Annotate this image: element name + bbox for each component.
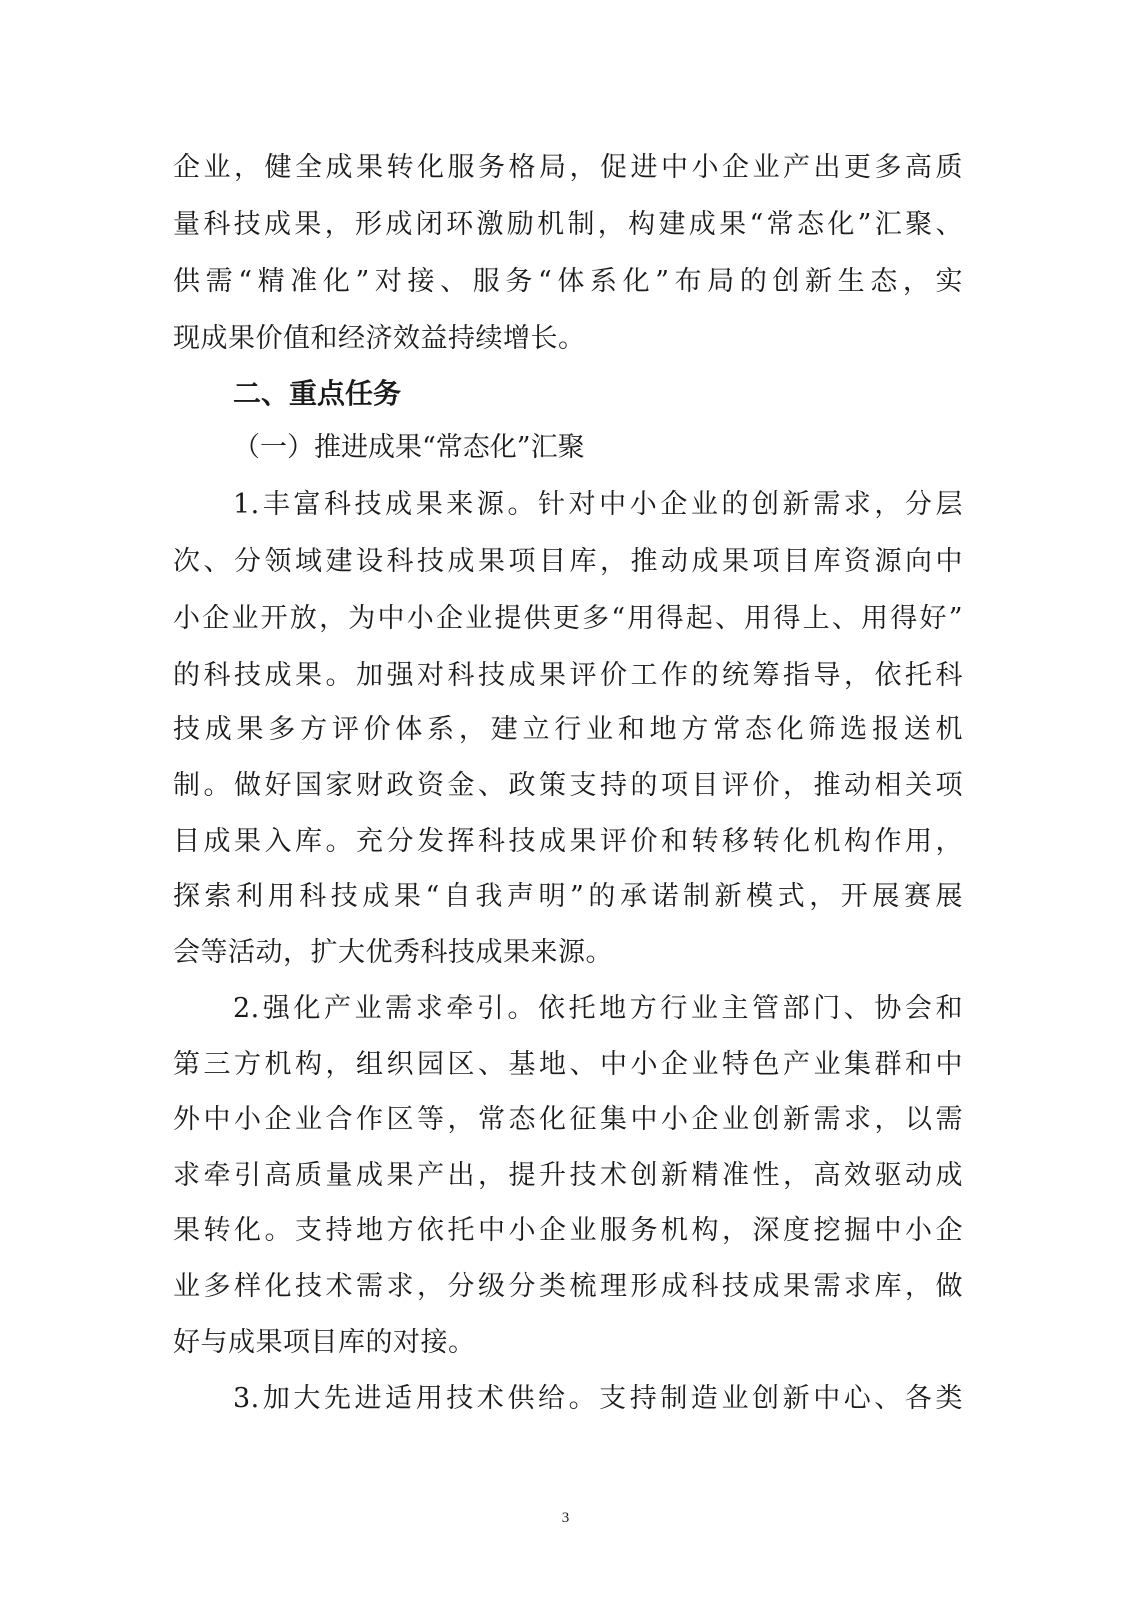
item-line: 果转化。支持地方依托中小企业服务机构，深度挖掘中小企 bbox=[173, 1215, 963, 1246]
item-line: 3.加大先进适用技术供给。支持制造业创新中心、各类 bbox=[233, 1383, 963, 1414]
item-line: 业多样化技术需求，分级分类梳理形成科技成果需求库，做 bbox=[173, 1271, 963, 1302]
item-line: 外中小企业合作区等，常态化征集中小企业创新需求，以需 bbox=[173, 1104, 963, 1135]
paragraph-line: 供需“精准化”对接、服务“体系化”布局的创新生态，实 bbox=[173, 266, 963, 297]
item-line: 技成果多方评价体系，建立行业和地方常态化筛选报送机 bbox=[173, 714, 963, 745]
item-line: 1.丰富科技成果来源。针对中小企业的创新需求，分层 bbox=[233, 489, 963, 520]
paragraph-line: 现成果价值和经济效益持续增长。 bbox=[173, 323, 586, 354]
paragraph-line: 企业，健全成果转化服务格局，促进中小企业产出更多高质 bbox=[173, 152, 963, 183]
subsection-heading: （一）推进成果“常态化”汇聚 bbox=[233, 432, 585, 463]
paragraph-line: 量科技成果，形成闭环激励机制，构建成果“常态化”汇聚、 bbox=[173, 209, 963, 240]
item-line: 次、分领域建设科技成果项目库，推动成果项目库资源向中 bbox=[173, 546, 963, 577]
item-line: 第三方机构，组织园区、基地、中小企业特色产业集群和中 bbox=[173, 1049, 963, 1080]
item-line: 求牵引高质量成果产出，提升技术创新精准性，高效驱动成 bbox=[173, 1160, 963, 1191]
item-line: 好与成果项目库的对接。 bbox=[173, 1327, 476, 1358]
item-line: 制。做好国家财政资金、政策支持的项目评价，推动相关项 bbox=[173, 770, 963, 801]
section-heading: 二、重点任务 bbox=[233, 377, 402, 410]
item-line: 的科技成果。加强对科技成果评价工作的统筹指导，依托科 bbox=[173, 660, 963, 691]
page-number: 3 bbox=[561, 1510, 570, 1526]
item-line: 2.强化产业需求牵引。依托地方行业主管部门、协会和 bbox=[233, 993, 963, 1024]
item-line: 会等活动，扩大优秀科技成果来源。 bbox=[173, 937, 613, 968]
item-line: 小企业开放，为中小企业提供更多“用得起、用得上、用得好” bbox=[173, 603, 963, 634]
item-line: 探索利用科技成果“自我声明”的承诺制新模式，开展赛展 bbox=[173, 881, 963, 912]
item-line: 目成果入库。充分发挥科技成果评价和转移转化机构作用， bbox=[173, 826, 963, 857]
